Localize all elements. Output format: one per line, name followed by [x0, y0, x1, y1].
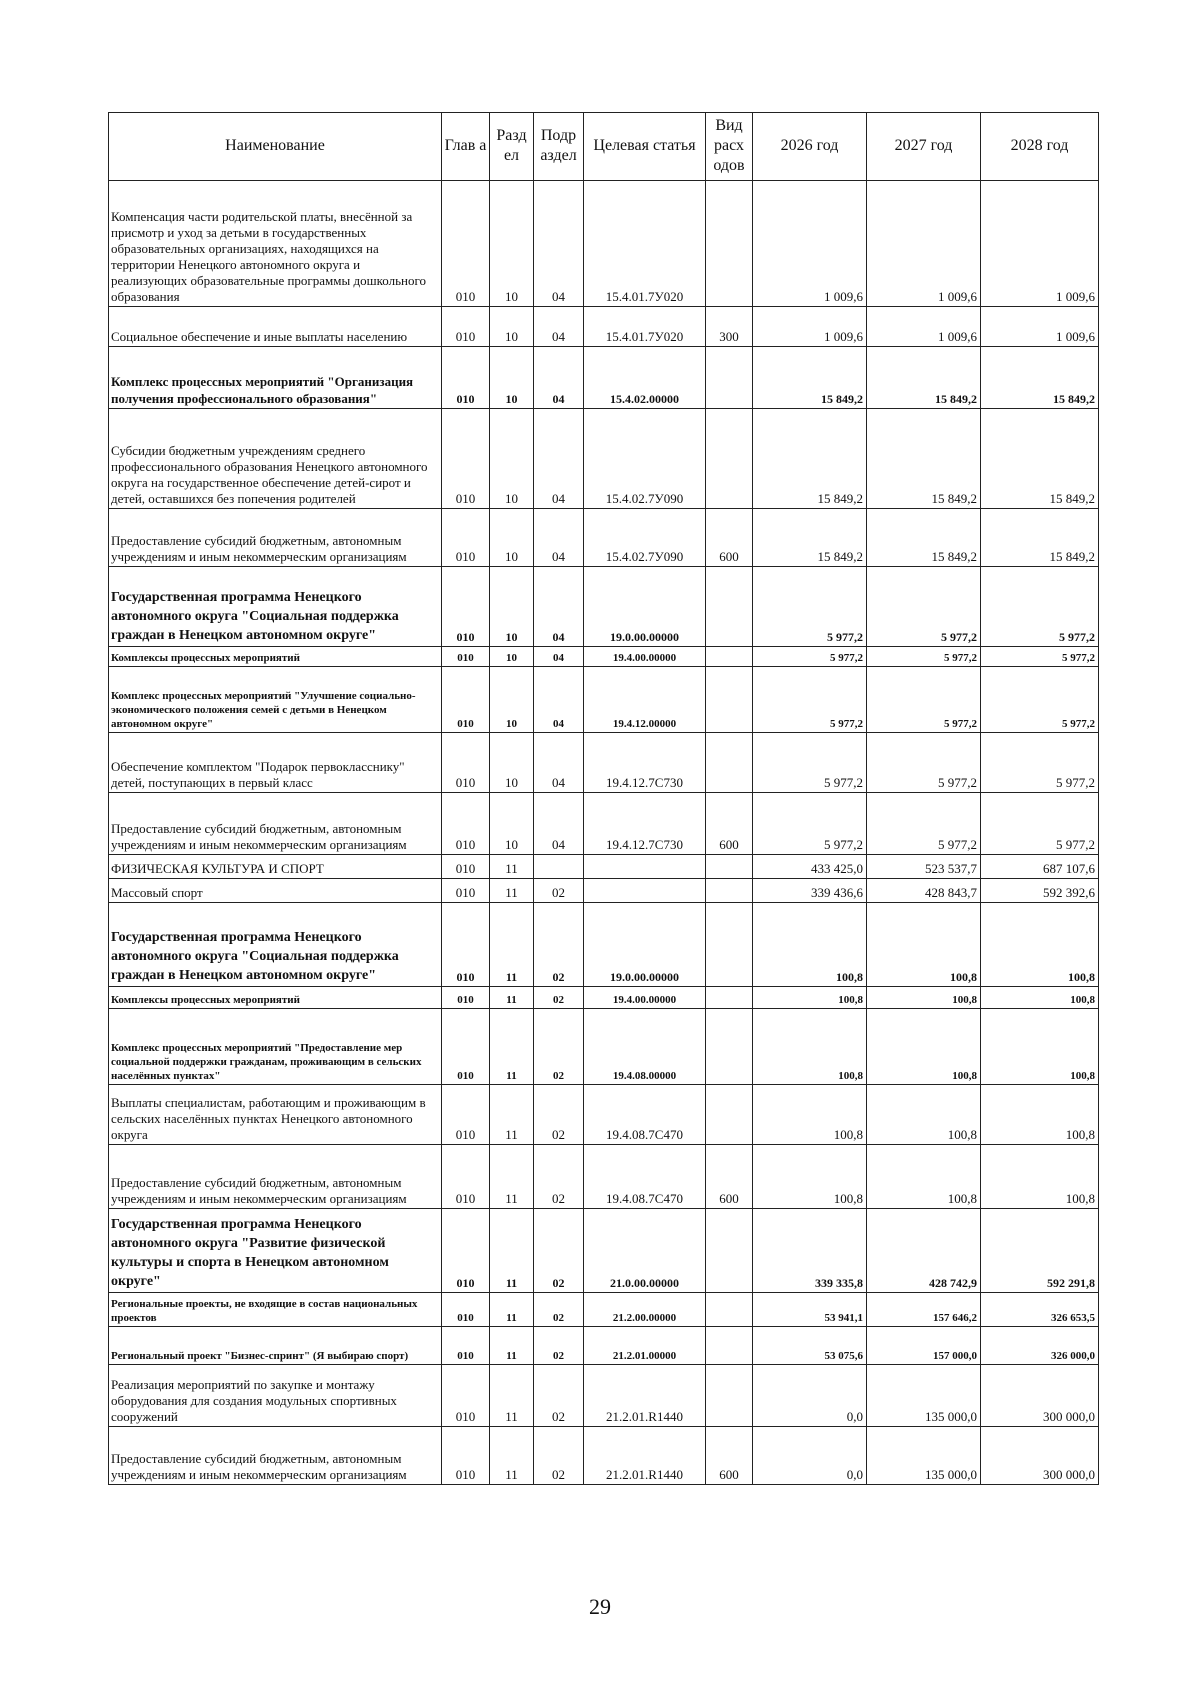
row-2026: 100,8	[753, 1085, 867, 1145]
row-2027: 428 742,9	[867, 1209, 981, 1293]
row-2027: 100,8	[867, 1009, 981, 1085]
row-2026: 339 335,8	[753, 1209, 867, 1293]
row-vid	[706, 1293, 753, 1327]
row-vid: 600	[706, 1427, 753, 1485]
row-razdel: 11	[490, 1209, 534, 1293]
row-tselevaya: 15.4.01.7У020	[584, 307, 706, 347]
row-2026: 15 849,2	[753, 409, 867, 509]
row-podrazdel: 02	[534, 987, 584, 1009]
row-tselevaya: 19.0.00.00000	[584, 903, 706, 987]
row-glava: 010	[442, 733, 490, 793]
row-tselevaya: 21.2.01.R1440	[584, 1427, 706, 1485]
row-2028: 5 977,2	[981, 667, 1099, 733]
table-row	[109, 733, 1099, 793]
row-2028: 326 653,5	[981, 1293, 1099, 1327]
row-razdel: 10	[490, 647, 534, 667]
row-razdel: 11	[490, 879, 534, 903]
row-tselevaya: 21.2.00.00000	[584, 1293, 706, 1327]
table-row	[109, 509, 1099, 567]
table-row	[109, 347, 1099, 409]
row-2026: 1 009,6	[753, 307, 867, 347]
row-razdel: 10	[490, 509, 534, 567]
row-tselevaya: 19.0.00.00000	[584, 567, 706, 647]
row-2027: 1 009,6	[867, 181, 981, 307]
budget-table-page	[108, 112, 1098, 1485]
row-2028: 5 977,2	[981, 793, 1099, 855]
row-glava: 010	[442, 1085, 490, 1145]
row-podrazdel: 04	[534, 509, 584, 567]
row-name: Предоставление субсидий бюджетным, автономным учреждениям и иным некоммерческим организациям	[109, 509, 442, 567]
row-podrazdel: 02	[534, 1009, 584, 1085]
row-2026: 433 425,0	[753, 855, 867, 879]
row-2028: 5 977,2	[981, 647, 1099, 667]
header-podrazdel: Подр аздел	[534, 113, 584, 181]
table-row	[109, 1009, 1099, 1085]
table-row	[109, 409, 1099, 509]
row-vid	[706, 647, 753, 667]
row-vid	[706, 733, 753, 793]
table-row	[109, 903, 1099, 987]
row-2028: 5 977,2	[981, 567, 1099, 647]
row-podrazdel: 02	[534, 1327, 584, 1365]
row-tselevaya: 15.4.01.7У020	[584, 181, 706, 307]
row-2027: 15 849,2	[867, 509, 981, 567]
row-razdel: 10	[490, 307, 534, 347]
row-razdel: 10	[490, 793, 534, 855]
row-2027: 428 843,7	[867, 879, 981, 903]
table-row	[109, 987, 1099, 1009]
row-name: Обеспечение комплектом "Подарок первокласснику" детей, поступающих в первый класс	[109, 733, 442, 793]
row-2026: 15 849,2	[753, 347, 867, 409]
row-2026: 53 941,1	[753, 1293, 867, 1327]
row-tselevaya: 15.4.02.00000	[584, 347, 706, 409]
table-row	[109, 793, 1099, 855]
row-2028: 300 000,0	[981, 1365, 1099, 1427]
row-2028: 1 009,6	[981, 181, 1099, 307]
row-2027: 100,8	[867, 1145, 981, 1209]
row-2028: 300 000,0	[981, 1427, 1099, 1485]
row-razdel: 11	[490, 855, 534, 879]
header-glava: Глав а	[442, 113, 490, 181]
row-glava: 010	[442, 1209, 490, 1293]
row-razdel: 11	[490, 987, 534, 1009]
table-row	[109, 667, 1099, 733]
row-2027: 523 537,7	[867, 855, 981, 879]
row-2028: 5 977,2	[981, 733, 1099, 793]
row-podrazdel: 02	[534, 1085, 584, 1145]
table-row	[109, 879, 1099, 903]
row-2028: 100,8	[981, 903, 1099, 987]
table-row	[109, 567, 1099, 647]
row-glava: 010	[442, 509, 490, 567]
row-tselevaya: 19.4.08.7С470	[584, 1145, 706, 1209]
row-vid: 600	[706, 793, 753, 855]
row-2026: 5 977,2	[753, 793, 867, 855]
row-tselevaya: 21.0.00.00000	[584, 1209, 706, 1293]
row-2026: 5 977,2	[753, 667, 867, 733]
page-number: 29	[589, 1594, 611, 1619]
header-name: Наименование	[109, 113, 442, 181]
row-podrazdel: 04	[534, 647, 584, 667]
row-razdel: 10	[490, 409, 534, 509]
row-2028: 592 392,6	[981, 879, 1099, 903]
row-tselevaya: 19.4.08.00000	[584, 1009, 706, 1085]
table-row	[109, 1293, 1099, 1327]
row-podrazdel: 02	[534, 1293, 584, 1327]
row-2027: 5 977,2	[867, 647, 981, 667]
row-name: Комплексы процессных мероприятий	[109, 647, 442, 667]
row-2028: 100,8	[981, 1145, 1099, 1209]
header-2027: 2027 год	[867, 113, 981, 181]
row-glava: 010	[442, 1327, 490, 1365]
row-vid	[706, 181, 753, 307]
row-name: Компенсация части родительской платы, внесённой за присмотр и уход за детьми в государственных образовательных организациях, находящихся на территории Ненецкого автономного округа и реализующих образовательные программы дошкольного образования	[109, 181, 442, 307]
row-tselevaya: 15.4.02.7У090	[584, 509, 706, 567]
row-2027: 5 977,2	[867, 733, 981, 793]
row-razdel: 10	[490, 667, 534, 733]
row-razdel: 11	[490, 1145, 534, 1209]
row-2028: 100,8	[981, 987, 1099, 1009]
row-name: Предоставление субсидий бюджетным, автономным учреждениям и иным некоммерческим организациям	[109, 1145, 442, 1209]
row-razdel: 10	[490, 181, 534, 307]
table-row	[109, 181, 1099, 307]
row-name: Комплексы процессных мероприятий	[109, 987, 442, 1009]
row-glava: 010	[442, 667, 490, 733]
row-podrazdel: 02	[534, 1145, 584, 1209]
row-glava: 010	[442, 855, 490, 879]
row-tselevaya: 19.4.00.00000	[584, 647, 706, 667]
row-2026: 0,0	[753, 1365, 867, 1427]
row-glava: 010	[442, 347, 490, 409]
table-row	[109, 647, 1099, 667]
row-glava: 010	[442, 409, 490, 509]
row-razdel: 11	[490, 1365, 534, 1427]
row-name: Комплекс процессных мероприятий "Предоставление мер социальной поддержки гражданам, проживающим в сельских населённых пунктах"	[109, 1009, 442, 1085]
header-razdel: Разд ел	[490, 113, 534, 181]
row-name: Реализация мероприятий по закупке и монтажу оборудования для создания модульных спортивных сооружений	[109, 1365, 442, 1427]
row-name: Социальное обеспечение и иные выплаты населению	[109, 307, 442, 347]
table-body	[109, 181, 1099, 1485]
row-razdel: 11	[490, 1427, 534, 1485]
row-2027: 5 977,2	[867, 667, 981, 733]
row-2026: 15 849,2	[753, 509, 867, 567]
row-tselevaya: 19.4.12.00000	[584, 667, 706, 733]
row-tselevaya: 19.4.00.00000	[584, 987, 706, 1009]
row-glava: 010	[442, 879, 490, 903]
row-name: Выплаты специалистам, работающим и проживающим в сельских населённых пунктах Ненецкого автономного округа	[109, 1085, 442, 1145]
row-tselevaya: 21.2.01.R1440	[584, 1365, 706, 1427]
row-2026: 1 009,6	[753, 181, 867, 307]
row-podrazdel: 04	[534, 793, 584, 855]
row-2028: 592 291,8	[981, 1209, 1099, 1293]
row-razdel: 10	[490, 567, 534, 647]
row-2027: 100,8	[867, 987, 981, 1009]
row-name: Субсидии бюджетным учреждениям среднего профессионального образования Ненецкого автономного округа на государственное обеспечение детей-сирот и детей, оставшихся без попечения родителей	[109, 409, 442, 509]
row-glava: 010	[442, 181, 490, 307]
row-name: Комплекс процессных мероприятий "Организация получения профессионального образования"	[109, 347, 442, 409]
row-podrazdel: 02	[534, 1209, 584, 1293]
row-glava: 010	[442, 1009, 490, 1085]
row-podrazdel: 04	[534, 667, 584, 733]
row-razdel: 10	[490, 347, 534, 409]
row-vid	[706, 567, 753, 647]
row-2028: 687 107,6	[981, 855, 1099, 879]
row-vid	[706, 903, 753, 987]
table-row	[109, 855, 1099, 879]
row-razdel: 11	[490, 1009, 534, 1085]
row-glava: 010	[442, 1145, 490, 1209]
row-tselevaya: 21.2.01.00000	[584, 1327, 706, 1365]
row-2027: 5 977,2	[867, 793, 981, 855]
row-podrazdel: 02	[534, 879, 584, 903]
row-vid	[706, 1209, 753, 1293]
row-glava: 010	[442, 1427, 490, 1485]
table-row	[109, 1427, 1099, 1485]
row-vid	[706, 987, 753, 1009]
row-podrazdel: 04	[534, 567, 584, 647]
row-razdel: 11	[490, 1085, 534, 1145]
row-2027: 100,8	[867, 903, 981, 987]
row-2027: 135 000,0	[867, 1427, 981, 1485]
row-2026: 100,8	[753, 1145, 867, 1209]
row-podrazdel	[534, 855, 584, 879]
row-glava: 010	[442, 647, 490, 667]
row-podrazdel: 04	[534, 307, 584, 347]
row-vid	[706, 1085, 753, 1145]
row-podrazdel: 04	[534, 347, 584, 409]
row-2028: 15 849,2	[981, 409, 1099, 509]
row-podrazdel: 04	[534, 409, 584, 509]
row-vid	[706, 409, 753, 509]
row-vid	[706, 667, 753, 733]
header-2026: 2026 год	[753, 113, 867, 181]
row-name: Государственная программа Ненецкого автономного округа "Развитие физической культуры и спорта в Ненецком автономном округе"	[109, 1209, 442, 1293]
row-2027: 157 646,2	[867, 1293, 981, 1327]
row-glava: 010	[442, 567, 490, 647]
row-2027: 1 009,6	[867, 307, 981, 347]
row-name: Региональные проекты, не входящие в состав национальных проектов	[109, 1293, 442, 1327]
row-glava: 010	[442, 987, 490, 1009]
table-row	[109, 307, 1099, 347]
row-2026: 100,8	[753, 987, 867, 1009]
row-vid	[706, 855, 753, 879]
row-name: Предоставление субсидий бюджетным, автономным учреждениям и иным некоммерческим организациям	[109, 1427, 442, 1485]
row-2028: 100,8	[981, 1085, 1099, 1145]
row-vid	[706, 347, 753, 409]
row-vid	[706, 1009, 753, 1085]
row-vid: 300	[706, 307, 753, 347]
row-glava: 010	[442, 1293, 490, 1327]
row-2028: 15 849,2	[981, 509, 1099, 567]
row-podrazdel: 02	[534, 903, 584, 987]
row-2027: 15 849,2	[867, 347, 981, 409]
row-name: Массовый спорт	[109, 879, 442, 903]
table-row	[109, 1209, 1099, 1293]
row-2026: 5 977,2	[753, 647, 867, 667]
row-vid	[706, 1327, 753, 1365]
row-name: Государственная программа Ненецкого автономного округа "Социальная поддержка граждан в Ненецком автономном округе"	[109, 903, 442, 987]
row-name: Региональный проект "Бизнес-спринт" (Я выбираю спорт)	[109, 1327, 442, 1365]
row-podrazdel: 04	[534, 733, 584, 793]
row-tselevaya	[584, 855, 706, 879]
table-row	[109, 1365, 1099, 1427]
header-2028: 2028 год	[981, 113, 1099, 181]
row-vid: 600	[706, 509, 753, 567]
row-glava: 010	[442, 1365, 490, 1427]
row-2027: 15 849,2	[867, 409, 981, 509]
row-tselevaya: 15.4.02.7У090	[584, 409, 706, 509]
budget-table	[108, 112, 1099, 1485]
table-row	[109, 1327, 1099, 1365]
row-glava: 010	[442, 793, 490, 855]
table-row	[109, 1145, 1099, 1209]
row-2028: 100,8	[981, 1009, 1099, 1085]
row-podrazdel: 04	[534, 181, 584, 307]
row-name: Предоставление субсидий бюджетным, автономным учреждениям и иным некоммерческим организациям	[109, 793, 442, 855]
row-2026: 100,8	[753, 903, 867, 987]
row-vid	[706, 879, 753, 903]
row-2026: 5 977,2	[753, 567, 867, 647]
row-podrazdel: 02	[534, 1427, 584, 1485]
row-2027: 100,8	[867, 1085, 981, 1145]
row-razdel: 11	[490, 1327, 534, 1365]
row-tselevaya: 19.4.12.7С730	[584, 793, 706, 855]
row-glava: 010	[442, 903, 490, 987]
row-glava: 010	[442, 307, 490, 347]
row-2026: 339 436,6	[753, 879, 867, 903]
row-name: Государственная программа Ненецкого автономного округа "Социальная поддержка граждан в Ненецком автономном округе"	[109, 567, 442, 647]
row-tselevaya	[584, 879, 706, 903]
row-2027: 5 977,2	[867, 567, 981, 647]
row-podrazdel: 02	[534, 1365, 584, 1427]
row-2027: 135 000,0	[867, 1365, 981, 1427]
row-name: Комплекс процессных мероприятий "Улучшение социально-экономического положения семей с детьми в Ненецком автономном округе"	[109, 667, 442, 733]
row-tselevaya: 19.4.12.7С730	[584, 733, 706, 793]
row-razdel: 11	[490, 1293, 534, 1327]
row-razdel: 11	[490, 903, 534, 987]
row-vid: 600	[706, 1145, 753, 1209]
row-name: ФИЗИЧЕСКАЯ КУЛЬТУРА И СПОРТ	[109, 855, 442, 879]
row-2026: 53 075,6	[753, 1327, 867, 1365]
row-vid	[706, 1365, 753, 1427]
row-2027: 157 000,0	[867, 1327, 981, 1365]
row-razdel: 10	[490, 733, 534, 793]
row-2028: 326 000,0	[981, 1327, 1099, 1365]
table-header-row	[109, 113, 1099, 181]
table-row	[109, 1085, 1099, 1145]
row-2026: 0,0	[753, 1427, 867, 1485]
row-tselevaya: 19.4.08.7С470	[584, 1085, 706, 1145]
row-2028: 15 849,2	[981, 347, 1099, 409]
row-2026: 100,8	[753, 1009, 867, 1085]
row-2028: 1 009,6	[981, 307, 1099, 347]
row-2026: 5 977,2	[753, 733, 867, 793]
header-tselevaya: Целевая статья	[584, 113, 706, 181]
header-vid: Вид расх одов	[706, 113, 753, 181]
